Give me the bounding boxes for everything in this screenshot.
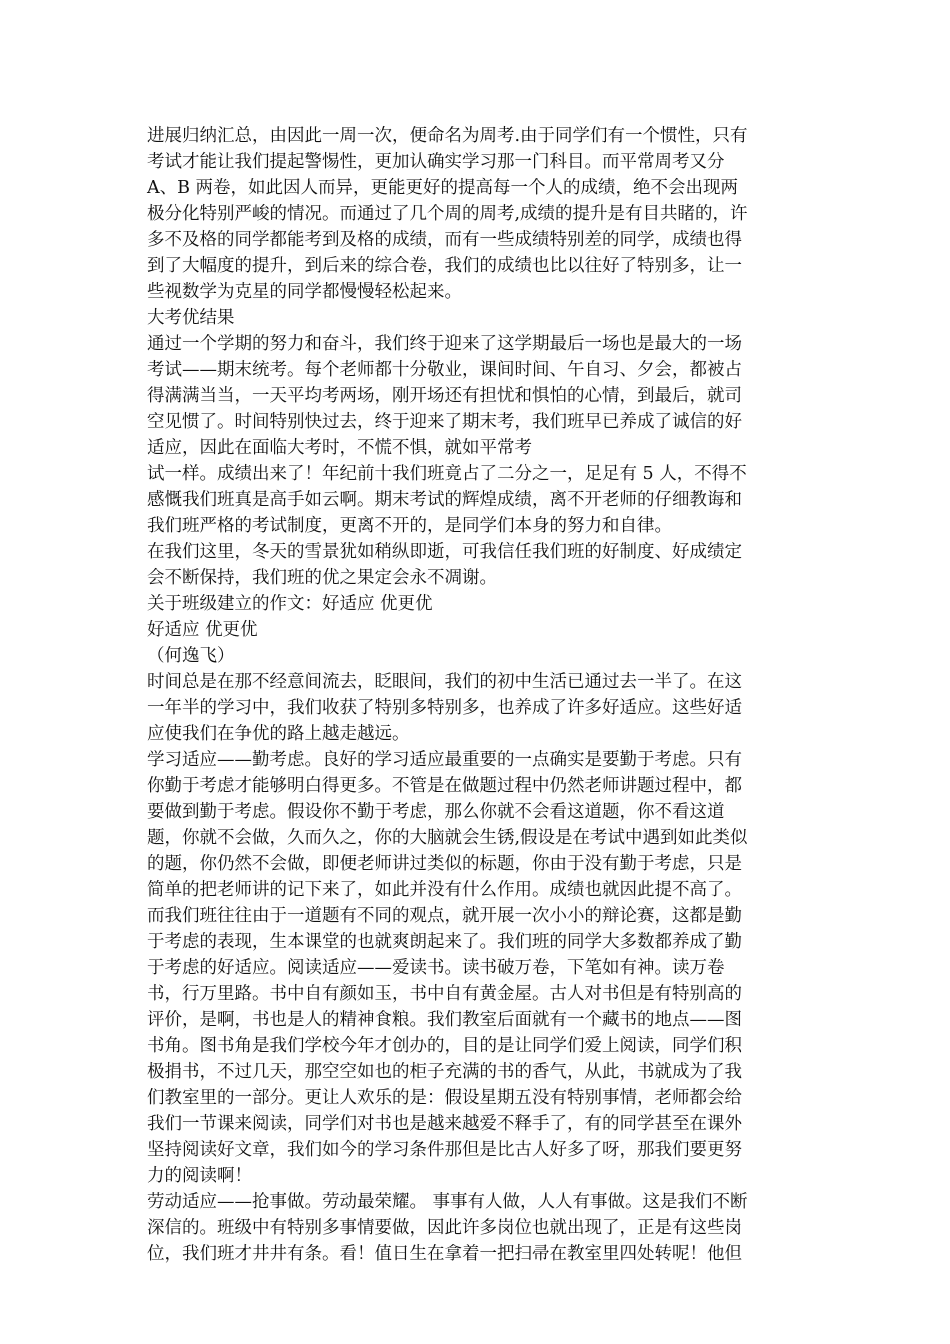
text-line: 得满满当当，一天平均考两场，刚开场还有担忧和惧怕的心情，到最后，就司 xyxy=(147,386,742,406)
text-line: 们教室里的一部分。更让人欢乐的是：假设星期五没有特别事情，老师都会给 xyxy=(147,1088,742,1108)
text-line: 一年半的学习中，我们收获了特别多特别多，也养成了许多好适应。这些好适 xyxy=(147,698,742,718)
text-line: 试一样。成绩出来了！年纪前十我们班竟占了二分之一，足足有 5 人，不得不 xyxy=(147,464,747,484)
text-line: 学习适应——勤考虑。良好的学习适应最重要的一点确实是要勤于考虑。只有 xyxy=(147,750,742,770)
text-line: A、B 两卷，如此因人而异，更能更好的提高每一个人的成绩，绝不会出现两 xyxy=(147,178,739,198)
text-line: 于考虑的好适应。阅读适应——爱读书。读书破万卷，下笔如有神。读万卷 xyxy=(147,958,725,978)
article-title: 好适应 优更优 xyxy=(147,620,258,640)
text-line: 到了大幅度的提升，到后来的综合卷，我们的成绩也比以往好了特别多，让一 xyxy=(147,256,742,276)
text-line: 在我们这里，冬天的雪景犹如稍纵即逝，可我信任我们班的好制度、好成绩定 xyxy=(147,542,742,562)
text-line: 我们班严格的考试制度，更离不开的，是同学们本身的努力和自律。 xyxy=(147,516,672,536)
text-line: 进展归纳汇总，由因此一周一次，便命名为周考.由于同学们有一个惯性，只有 xyxy=(147,126,748,146)
text-line: 时间总是在那不经意间流去，眨眼间，我们的初中生活已通过去一半了。在这 xyxy=(147,672,742,692)
text-line: 空见惯了。时间特别快过去，终于迎来了期末考，我们班早已养成了诚信的好 xyxy=(147,412,742,432)
text-line: 力的阅读啊！ xyxy=(147,1166,252,1186)
document-body xyxy=(147,123,803,1267)
text-line: 深信的。班级中有特别多事情要做，因此许多岗位也就出现了，正是有这些岗 xyxy=(147,1218,742,1238)
text-line: 考试才能让我们提起警惕性，更加认确实学习那一门科目。而平常周考又分 xyxy=(147,152,725,172)
text-line: 评价，是啊，书也是人的精神食粮。我们教室后面就有一个藏书的地点——图 xyxy=(147,1010,742,1030)
text-line: 劳动适应——抢事做。劳动最荣耀。 事事有人做，人人有事做。这是我们不断 xyxy=(147,1192,748,1212)
text-line: 简单的把老师讲的记下来了，如此并没有什么作用。成绩也就因此提不高了。 xyxy=(147,880,742,900)
text-line: 适应，因此在面临大考时，不慌不惧，就如平常考 xyxy=(147,438,532,458)
text-line: 坚持阅读好文章，我们如今的学习条件那但是比古人好多了呀，那我们要更努 xyxy=(147,1140,742,1160)
text-line: 会不断保持，我们班的优之果定会永不凋谢。 xyxy=(147,568,497,588)
text-line: 题，你就不会做，久而久之，你的大脑就会生锈,假设是在考试中遇到如此类似 xyxy=(147,828,748,848)
text-line: 应使我们在争优的路上越走越远。 xyxy=(147,724,410,744)
text-line: 而我们班往往由于一道题有不同的观点，就开展一次小小的辩论赛，这都是勤 xyxy=(147,906,742,926)
article-heading: 关于班级建立的作文：好适应 优更优 xyxy=(147,594,433,614)
text-line: 些视数学为克星的同学都慢慢轻松起来。 xyxy=(147,282,462,302)
text-line: 要做到勤于考虑。假设你不勤于考虑，那么你就不会看这道题，你不看这道 xyxy=(147,802,725,822)
article-author: （何逸飞） xyxy=(147,646,235,666)
text-line: 我们一节课来阅读，同学们对书也是越来越爱不释手了，有的同学甚至在课外 xyxy=(147,1114,742,1134)
text-line: 位，我们班才井井有条。看！值日生在拿着一把扫帚在教室里四处转呢！他但 xyxy=(147,1244,742,1264)
text-line: 你勤于考虑才能够明白得更多。不管是在做题过程中仍然老师讲题过程中，都 xyxy=(147,776,742,796)
text-line: 通过一个学期的努力和奋斗，我们终于迎来了这学期最后一场也是最大的一场 xyxy=(147,334,742,354)
text-line: 于考虑的表现，生本课堂的也就爽朗起来了。我们班的同学大多数都养成了勤 xyxy=(147,932,742,952)
text-line: 多不及格的同学都能考到及格的成绩，而有一些成绩特别差的同学，成绩也得 xyxy=(147,230,742,250)
text-line: 书角。图书角是我们学校今年才创办的，目的是让同学们爱上阅读，同学们积 xyxy=(147,1036,742,1056)
text-line: 感慨我们班真是高手如云啊。期末考试的辉煌成绩，离不开老师的仔细教诲和 xyxy=(147,490,742,510)
text-line: 书，行万里路。书中自有颜如玉，书中自有黄金屋。古人对书但是有特别高的 xyxy=(147,984,742,1004)
section-heading: 大考优结果 xyxy=(147,308,235,328)
text-line: 极捐书，不过几天，那空空如也的柜子充满的书的香气，从此，书就成为了我 xyxy=(147,1062,742,1082)
text-line: 极分化特别严峻的情况。而通过了几个周的周考,成绩的提升是有目共睹的，许 xyxy=(147,204,748,224)
text-line: 考试——期末统考。每个老师都十分敬业，课间时间、午自习、夕会，都被占 xyxy=(147,360,742,380)
text-line: 的题，你仍然不会做，即便老师讲过类似的标题，你由于没有勤于考虑，只是 xyxy=(147,854,742,874)
